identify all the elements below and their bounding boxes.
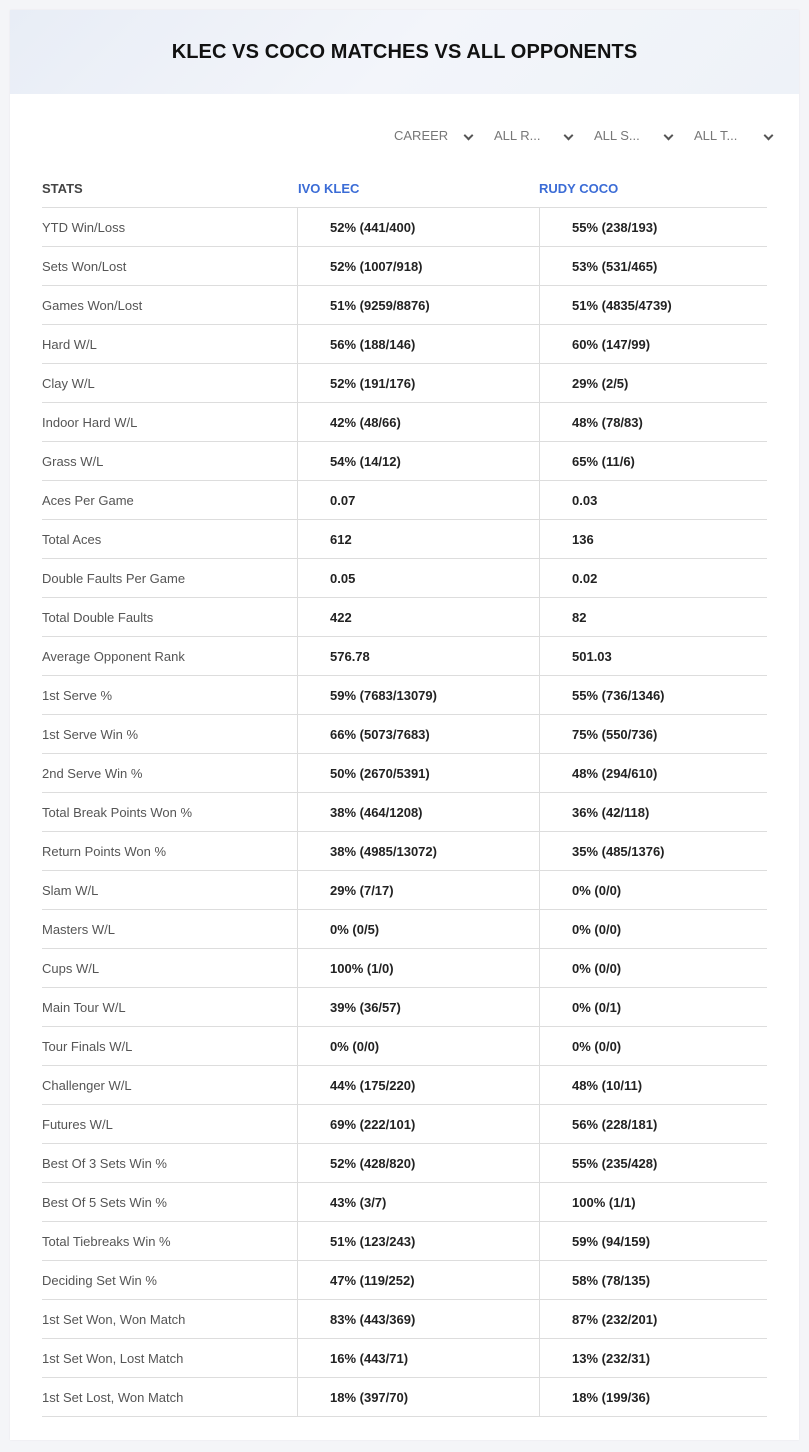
- player1-value: 52% (191/176): [297, 364, 539, 402]
- stat-label: 1st Set Lost, Won Match: [42, 1389, 184, 1405]
- player1-value: 50% (2670/5391): [297, 754, 539, 792]
- filter-round-select[interactable]: [480, 126, 580, 146]
- table-row: [42, 1105, 767, 1144]
- player2-value: 58% (78/135): [539, 1261, 767, 1299]
- stats-table: [42, 170, 767, 1417]
- stat-label: Double Faults Per Game: [42, 570, 186, 586]
- table-row: [42, 676, 767, 715]
- player2-value: 0% (0/0): [539, 910, 767, 948]
- player2-value: 65% (11/6): [539, 442, 767, 480]
- page-title: KLEC VS COCO MATCHES VS ALL OPPONENTS: [171, 40, 638, 63]
- player2-value: 13% (232/31): [539, 1339, 767, 1377]
- table-body: [42, 208, 767, 1417]
- table-row: [42, 1027, 767, 1066]
- player2-value: 53% (531/465): [539, 247, 767, 285]
- stat-label: Return Points Won %: [42, 843, 167, 859]
- stat-label: Hard W/L: [42, 336, 97, 352]
- stat-label: Tour Finals W/L: [42, 1038, 133, 1054]
- player1-value: 66% (5073/7683): [297, 715, 539, 753]
- player2-column-header[interactable]: RUDY COCO: [539, 181, 619, 196]
- stat-label: 1st Serve Win %: [42, 726, 139, 742]
- table-row: [42, 520, 767, 559]
- player1-value: 38% (464/1208): [297, 793, 539, 831]
- player2-value: 56% (228/181): [539, 1105, 767, 1143]
- player1-value: 56% (188/146): [297, 325, 539, 363]
- stat-label: 1st Set Won, Lost Match: [42, 1350, 184, 1366]
- player1-value: 100% (1/0): [297, 949, 539, 987]
- stats-card: [10, 10, 799, 1440]
- table-header: [42, 170, 767, 208]
- player2-value: 55% (235/428): [539, 1144, 767, 1182]
- stat-label: Main Tour W/L: [42, 999, 126, 1015]
- player2-value: 59% (94/159): [539, 1222, 767, 1260]
- table-row: [42, 832, 767, 871]
- stat-label: 1st Set Won, Won Match: [42, 1311, 186, 1327]
- table-row: [42, 637, 767, 676]
- table-row: [42, 754, 767, 793]
- player1-value: 51% (9259/8876): [297, 286, 539, 324]
- stat-label: Best Of 3 Sets Win %: [42, 1155, 167, 1171]
- table-row: [42, 988, 767, 1027]
- table-row: [42, 1066, 767, 1105]
- table-row: [42, 1183, 767, 1222]
- card-header: [10, 10, 799, 94]
- stat-label: Grass W/L: [42, 453, 104, 469]
- player2-value: 100% (1/1): [539, 1183, 767, 1221]
- player1-value: 29% (7/17): [297, 871, 539, 909]
- table-row: [42, 1261, 767, 1300]
- table-row: [42, 247, 767, 286]
- player1-value: 52% (441/400): [297, 208, 539, 246]
- chevron-down-icon: [664, 131, 674, 141]
- player1-value: 52% (428/820): [297, 1144, 539, 1182]
- stat-label: Masters W/L: [42, 921, 115, 937]
- table-row: [42, 598, 767, 637]
- filter-surface-select[interactable]: [580, 126, 680, 146]
- player1-value: 422: [297, 598, 539, 636]
- player2-value: 501.03: [539, 637, 767, 675]
- stat-label: 1st Serve %: [42, 687, 113, 703]
- table-row: [42, 715, 767, 754]
- table-row: [42, 403, 767, 442]
- stat-label: Best Of 5 Sets Win %: [42, 1194, 167, 1210]
- player2-value: 35% (485/1376): [539, 832, 767, 870]
- stat-label: Slam W/L: [42, 882, 99, 898]
- table-row: [42, 1300, 767, 1339]
- player2-value: 55% (736/1346): [539, 676, 767, 714]
- player2-value: 82: [539, 598, 767, 636]
- stat-label: Cups W/L: [42, 960, 100, 976]
- table-row: [42, 1378, 767, 1417]
- table-row: [42, 442, 767, 481]
- player2-value: 29% (2/5): [539, 364, 767, 402]
- player1-value: 0.07: [297, 481, 539, 519]
- player1-value: 42% (48/66): [297, 403, 539, 441]
- player1-value: 0% (0/5): [297, 910, 539, 948]
- table-row: [42, 286, 767, 325]
- table-row: [42, 1339, 767, 1378]
- player1-value: 69% (222/101): [297, 1105, 539, 1143]
- table-row: [42, 793, 767, 832]
- player2-value: 136: [539, 520, 767, 558]
- player1-value: 59% (7683/13079): [297, 676, 539, 714]
- player1-value: 44% (175/220): [297, 1066, 539, 1104]
- stat-label: Indoor Hard W/L: [42, 414, 138, 430]
- player2-value: 0.03: [539, 481, 767, 519]
- filter-bar: [380, 126, 780, 146]
- player2-value: 18% (199/36): [539, 1378, 767, 1416]
- player2-value: 0% (0/1): [539, 988, 767, 1026]
- table-row: [42, 364, 767, 403]
- stat-label: Futures W/L: [42, 1116, 113, 1132]
- chevron-down-icon: [764, 131, 774, 141]
- player2-value: 0% (0/0): [539, 1027, 767, 1065]
- player1-value: 54% (14/12): [297, 442, 539, 480]
- stat-label: Challenger W/L: [42, 1077, 132, 1093]
- player1-value: 43% (3/7): [297, 1183, 539, 1221]
- filter-round-label: ALL R...: [494, 128, 541, 143]
- player2-value: 75% (550/736): [539, 715, 767, 753]
- stat-label: Clay W/L: [42, 375, 95, 391]
- table-row: [42, 949, 767, 988]
- stat-label: YTD Win/Loss: [42, 219, 126, 235]
- player2-value: 0% (0/0): [539, 949, 767, 987]
- player1-value: 18% (397/70): [297, 1378, 539, 1416]
- player1-value: 16% (443/71): [297, 1339, 539, 1377]
- player1-column-header[interactable]: IVO KLEC: [298, 181, 360, 196]
- stat-label: Total Aces: [42, 531, 102, 547]
- filter-surface-label: ALL S...: [594, 128, 640, 143]
- stat-label: Average Opponent Rank: [42, 648, 185, 664]
- stat-label: Total Break Points Won %: [42, 804, 193, 820]
- player2-value: 87% (232/201): [539, 1300, 767, 1338]
- player2-value: 48% (10/11): [539, 1066, 767, 1104]
- player2-value: 55% (238/193): [539, 208, 767, 246]
- table-row: [42, 910, 767, 949]
- stats-column-header: STATS: [42, 181, 83, 196]
- player1-value: 612: [297, 520, 539, 558]
- chevron-down-icon: [564, 131, 574, 141]
- player1-value: 52% (1007/918): [297, 247, 539, 285]
- stat-label: Aces Per Game: [42, 492, 134, 508]
- filter-tournament-select[interactable]: [680, 126, 780, 146]
- player1-value: 51% (123/243): [297, 1222, 539, 1260]
- player1-value: 38% (4985/13072): [297, 832, 539, 870]
- stat-label: Total Tiebreaks Win %: [42, 1233, 171, 1249]
- table-row: [42, 481, 767, 520]
- stat-label: Deciding Set Win %: [42, 1272, 157, 1288]
- chevron-down-icon: [464, 131, 474, 141]
- player2-value: 51% (4835/4739): [539, 286, 767, 324]
- filter-tournament-label: ALL T...: [694, 128, 738, 143]
- player2-value: 0.02: [539, 559, 767, 597]
- player2-value: 48% (78/83): [539, 403, 767, 441]
- player1-value: 0.05: [297, 559, 539, 597]
- filter-period-select[interactable]: [380, 126, 480, 146]
- player2-value: 48% (294/610): [539, 754, 767, 792]
- player2-value: 0% (0/0): [539, 871, 767, 909]
- player1-value: 39% (36/57): [297, 988, 539, 1026]
- table-row: [42, 325, 767, 364]
- player2-value: 60% (147/99): [539, 325, 767, 363]
- stat-label: Sets Won/Lost: [42, 258, 127, 274]
- player1-value: 0% (0/0): [297, 1027, 539, 1065]
- stat-label: Games Won/Lost: [42, 297, 143, 313]
- stat-label: 2nd Serve Win %: [42, 765, 143, 781]
- table-row: [42, 871, 767, 910]
- table-row: [42, 208, 767, 247]
- filter-period-label: CAREER: [394, 128, 449, 143]
- table-row: [42, 1222, 767, 1261]
- player1-value: 83% (443/369): [297, 1300, 539, 1338]
- player1-value: 576.78: [297, 637, 539, 675]
- table-row: [42, 559, 767, 598]
- player2-value: 36% (42/118): [539, 793, 767, 831]
- table-row: [42, 1144, 767, 1183]
- player1-value: 47% (119/252): [297, 1261, 539, 1299]
- stat-label: Total Double Faults: [42, 609, 154, 625]
